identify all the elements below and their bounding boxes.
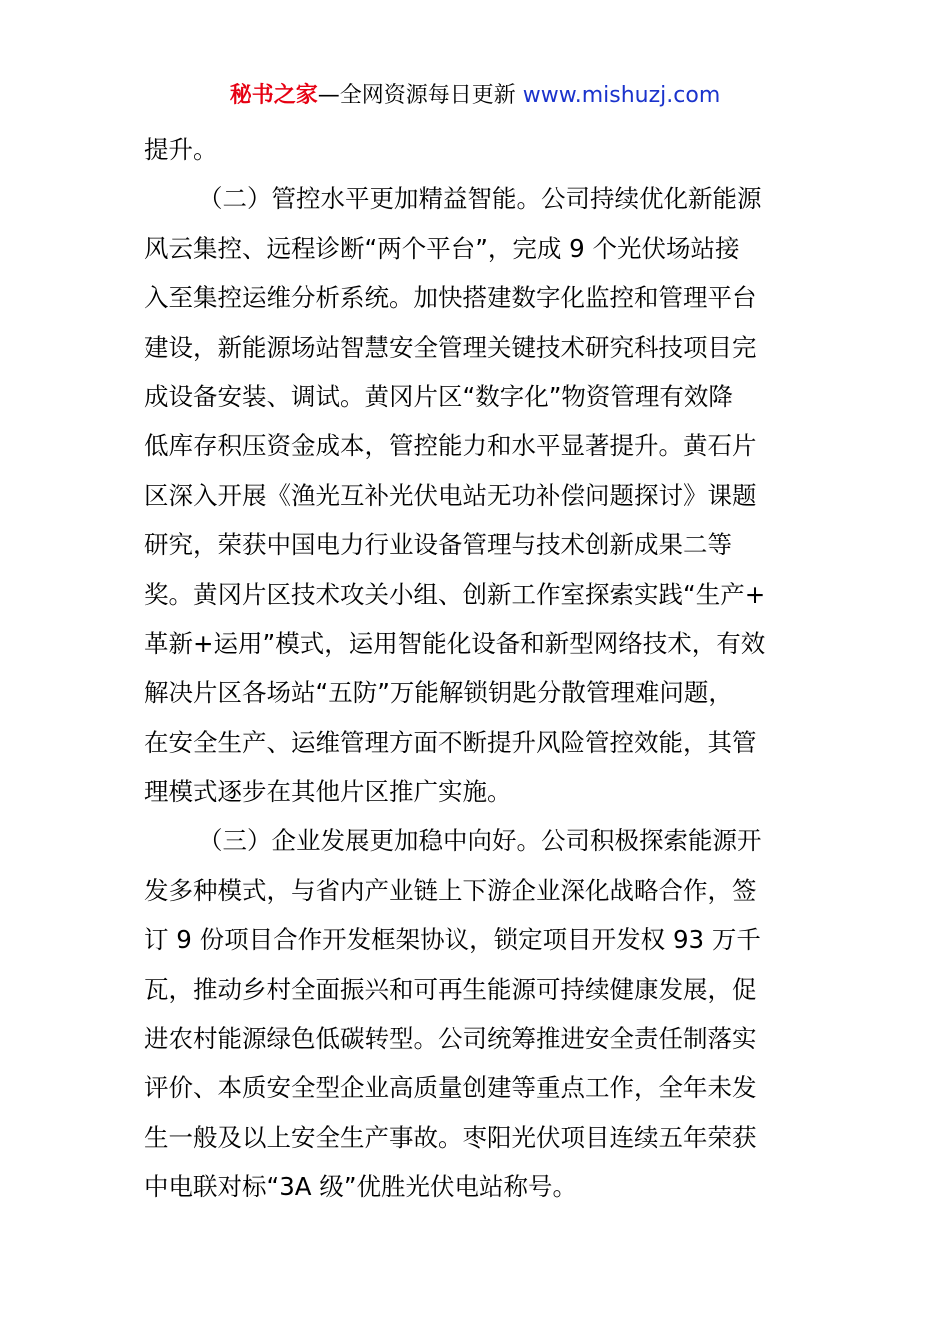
paragraph-line: 研究，荣获中国电力行业设备管理与技术创新成果二等 xyxy=(144,530,732,560)
page-header xyxy=(0,80,950,112)
document-body xyxy=(144,125,806,1212)
paragraph-line: 入至集控运维分析系统。加快搭建数字化监控和管理平台 xyxy=(144,283,757,313)
site-url[interactable]: www.mishuzj.com xyxy=(522,83,721,108)
paragraph-line: 评价、本质安全型企业高质量创建等重点工作，全年未发 xyxy=(144,1073,757,1103)
paragraph-line: 瓦，推动乡村全面振兴和可再生能源可持续健康发展，促 xyxy=(144,974,757,1004)
paragraph-line: 奖。黄冈片区技术攻关小组、创新工作室探索实践“生产+ xyxy=(144,579,766,609)
paragraph-line: 区深入开展《渔光互补光伏电站无功补偿问题探讨》课题 xyxy=(144,480,757,510)
paragraph-line: 中电联对标“3A 级”优胜光伏电站称号。 xyxy=(144,1172,578,1202)
paragraph-line: （二）管控水平更加精益智能。公司持续优化新能源 xyxy=(198,184,762,214)
paragraph-line: 低库存积压资金成本，管控能力和水平显著提升。黄石片 xyxy=(144,431,757,461)
site-tagline: —全网资源每日更新 xyxy=(317,83,523,108)
paragraph-line: 成设备安装、调试。黄冈片区“数字化”物资管理有效降 xyxy=(144,381,733,411)
paragraph-line: 革新+运用”模式，运用智能化设备和新型网络技术，有效 xyxy=(144,628,766,658)
paragraph-line: 进农村能源绿色低碳转型。公司统筹推进安全责任制落实 xyxy=(144,1024,757,1054)
paragraph-line: （三）企业发展更加稳中向好。公司积极探索能源开 xyxy=(198,826,762,856)
paragraph-line: 订 9 份项目合作开发框架协议，锁定项目开发权 93 万千 xyxy=(144,925,761,955)
paragraph-line: 建设，新能源场站智慧安全管理关键技术研究科技项目完 xyxy=(144,332,757,362)
site-brand: 秘书之家 xyxy=(229,83,318,108)
paragraph-line: 提升。 xyxy=(144,135,218,164)
paragraph-line: 风云集控、远程诊断“两个平台”，完成 9 个光伏场站接 xyxy=(144,233,740,263)
paragraph-line: 生一般及以上安全生产事故。枣阳光伏项目连续五年荣获 xyxy=(144,1122,757,1152)
paragraph-line: 发多种模式，与省内产业链上下游企业深化战略合作，签 xyxy=(144,875,757,905)
paragraph-line: 理模式逐步在其他片区推广实施。 xyxy=(144,777,512,807)
paragraph-line: 在安全生产、运维管理方面不断提升风险管控效能，其管 xyxy=(144,727,757,757)
paragraph-line: 解决片区各场站“五防”万能解锁钥匙分散管理难问题， xyxy=(144,678,733,708)
